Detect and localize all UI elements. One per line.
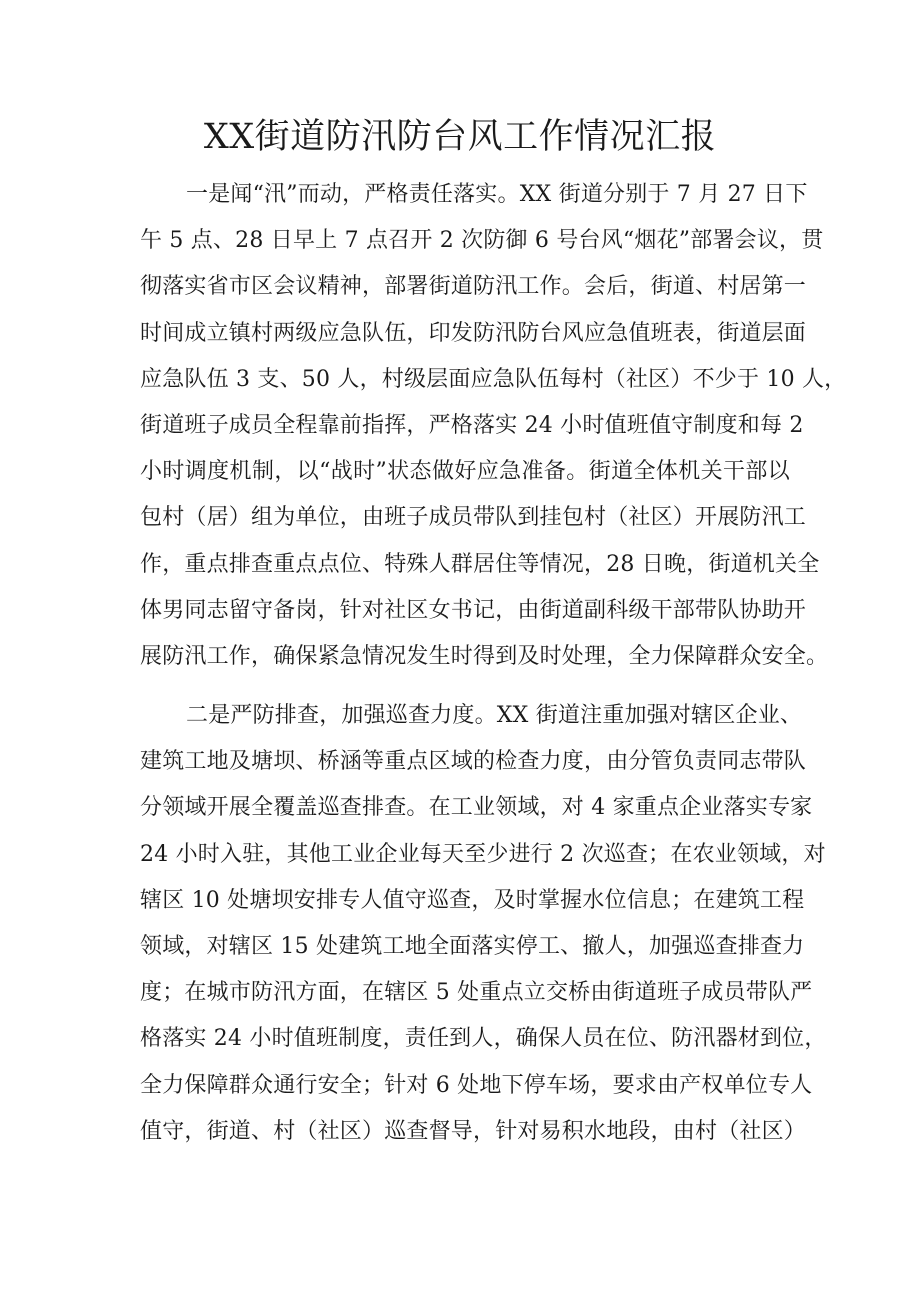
paragraph-line: 街道班子成员全程靠前指挥，严格落实 24 小时值班值守制度和每 2 xyxy=(140,412,804,438)
paragraph-line: 时间成立镇村两级应急队伍，印发防汛防台风应急值班表，街道层面 xyxy=(140,320,807,346)
paragraph-line: 小时调度机制，以“战时”状态做好应急准备。街道全体机关干部以 xyxy=(140,459,790,485)
paragraph-line: 格落实 24 小时值班制度，责任到人，确保人员在位、防汛器材到位， xyxy=(140,1026,827,1052)
document-title: XX街道防汛防台风工作情况汇报 xyxy=(203,117,717,157)
paragraph-line: 领域，对辖区 15 处建筑工地全面落实停工、撤人，加强巡查排查力 xyxy=(140,933,805,959)
paragraph-line: 午 5 点、28 日早上 7 点召开 2 次防御 6 号台风“烟花”部署会议，贯 xyxy=(140,228,824,254)
paragraph-line: 二是严防排查，加强巡查力度。XX 街道注重加强对辖区企业、 xyxy=(186,703,803,728)
paragraph-line: 分领域开展全覆盖巡查排查。在工业领域，对 4 家重点企业落实专家 xyxy=(140,795,813,821)
paragraph-line: 一是闻“汛”而动，严格责任落实。XX 街道分别于 7 月 27 日下 xyxy=(186,182,808,207)
paragraph-2 xyxy=(140,693,827,1155)
paragraph-line: 度；在城市防汛方面，在辖区 5 处重点立交桥由街道班子成员带队严 xyxy=(140,980,813,1006)
paragraph-line: 彻落实省市区会议精神，部署街道防汛工作。会后，街道、村居第一 xyxy=(140,274,807,300)
paragraph-line: 建筑工地及塘坝、桥涵等重点区域的检查力度，由分管负责同志带队 xyxy=(140,749,807,775)
paragraph-line: 展防汛工作，确保紧急情况发生时得到及时处理，全力保障群众安全。 xyxy=(140,643,829,669)
paragraph-1 xyxy=(140,172,847,680)
paragraph-line: 应急队伍 3 支、50 人，村级层面应急队伍每村（社区）不少于 10 人， xyxy=(140,366,847,392)
paragraph-line: 体男同志留守备岗，针对社区女书记，由街道副科级干部带队协助开 xyxy=(140,597,807,623)
paragraph-line: 包村（居）组为单位，由班子成员带队到挂包村（社区）开展防汛工 xyxy=(140,505,807,531)
paragraph-line: 辖区 10 处塘坝安排专人值守巡查，及时掌握水位信息；在建筑工程 xyxy=(140,887,805,913)
paragraph-line: 24 小时入驻，其他工业企业每天至少进行 2 次巡查；在农业领域，对 xyxy=(140,841,826,867)
paragraph-line: 作，重点排查重点点位、特殊人群居住等情况，28 日晚，街道机关全 xyxy=(140,551,820,577)
paragraph-line: 值守，街道、村（社区）巡查督导，针对易积水地段，由村（社区） xyxy=(140,1118,807,1144)
paragraph-line: 全力保障群众通行安全；针对 6 处地下停车场，要求由产权单位专人 xyxy=(140,1072,813,1098)
